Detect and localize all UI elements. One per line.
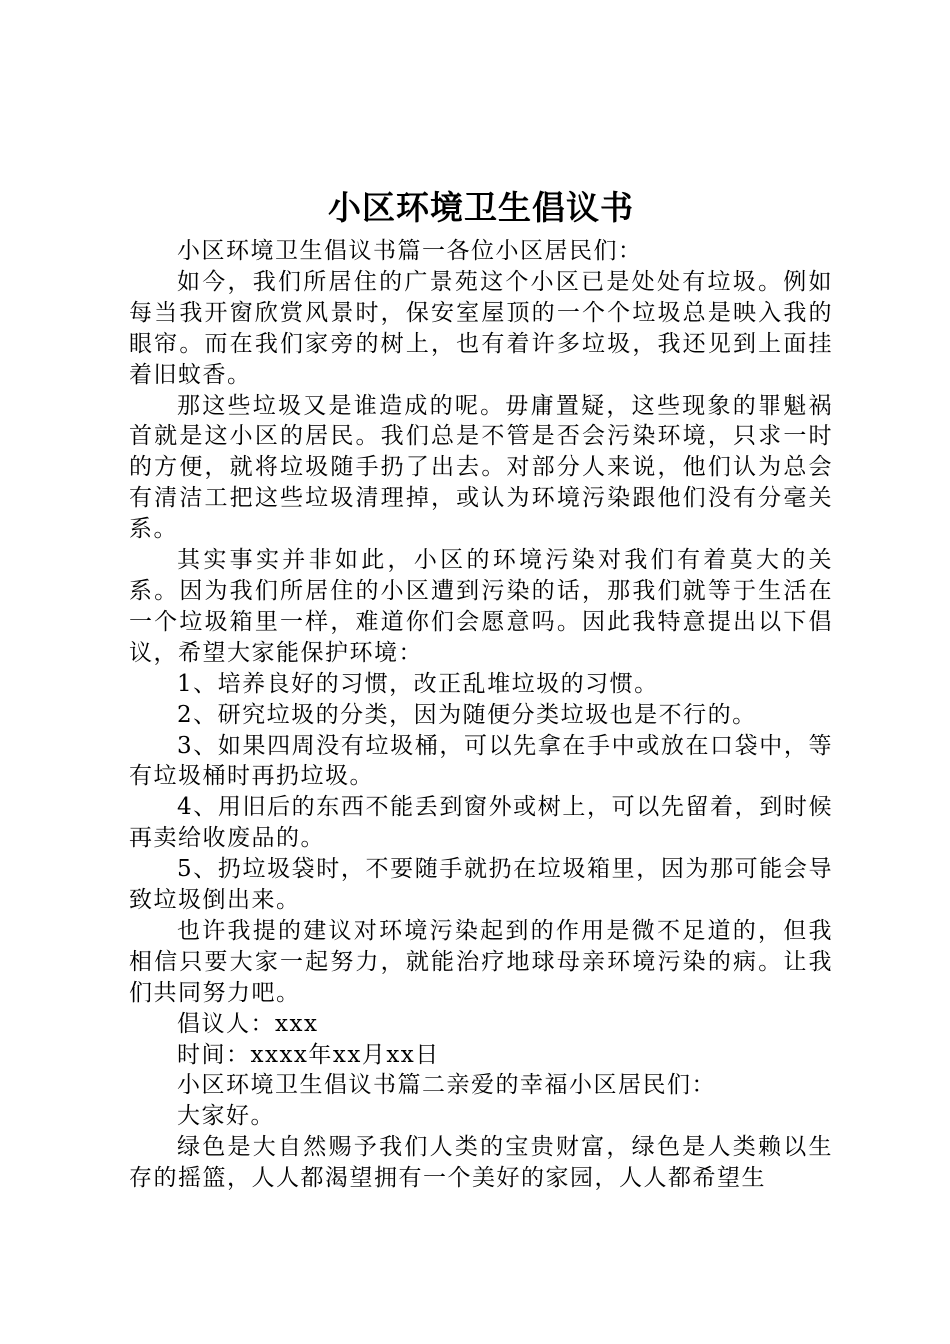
paragraph-green: 绿色是大自然赐予我们人类的宝贵财富，绿色是人类赖以生存的摇篮，人人都渴望拥有一个美好的家园，人人都希望生 — [129, 1134, 833, 1192]
paragraph-hello: 大家好。 — [177, 1103, 275, 1130]
proposal-item-4: 4、用旧后的东西不能丢到窗外或树上，可以先留着，到时候再卖给收废品的。 — [129, 794, 833, 852]
document-page — [129, 186, 833, 1194]
proposal-item-5: 5、扔垃圾袋时，不要随手就扔在垃圾箱里，因为那可能会导致垃圾倒出来。 — [129, 856, 833, 914]
paragraph-greeting-1: 小区环境卫生倡议书篇一各位小区居民们： — [177, 238, 643, 264]
paragraph-greeting-2: 小区环境卫生倡议书篇二亲爱的幸福小区居民们： — [177, 1072, 716, 1099]
proposal-item-2: 2、研究垃圾的分类，因为随便分类垃圾也是不行的。 — [177, 701, 757, 728]
document-title: 小区环境卫生倡议书 — [328, 188, 634, 227]
signature-date: 时间：xxxx年xx月xx日 — [177, 1041, 440, 1068]
proposal-item-3: 3、如果四周没有垃圾桶，可以先拿在手中或放在口袋中，等有垃圾桶时再扔垃圾。 — [129, 732, 833, 790]
paragraph-conclusion: 也许我提的建议对环境污染起到的作用是微不足道的，但我相信只要大家一起努力，就能治疗地球母亲环境污染的病。让我们共同努力吧。 — [129, 917, 833, 1006]
paragraph-situation: 如今，我们所居住的广景苑这个小区已是处处有垃圾。例如每当我开窗欣赏风景时，保安室屋顶的一个个垃圾总是映入我的眼帘。而在我们家旁的树上，也有着许多垃圾，我还见到上面挂着旧蚊香。 — [129, 268, 833, 388]
paragraph-cause: 那这些垃圾又是谁造成的呢。毋庸置疑，这些现象的罪魁祸首就是这小区的居民。我们总是不管是否会污染环境，只求一时的方便，就将垃圾随手扔了出去。对部分人来说，他们认为总会有清洁工把这些垃圾清理掉，或认为环境污染跟他们没有分毫关系。 — [129, 392, 833, 543]
paragraph-proposal-intro: 其实事实并非如此，小区的环境污染对我们有着莫大的关系。因为我们所居住的小区遭到污染的话，那我们就等于生活在一个垃圾箱里一样，难道你们会愿意吗。因此我特意提出以下倡议，希望大家能保护环境： — [129, 547, 833, 666]
proposal-item-1: 1、培养良好的习惯，改正乱堆垃圾的习惯。 — [177, 670, 659, 697]
signature-initiator: 倡议人：xxx — [177, 1010, 319, 1037]
